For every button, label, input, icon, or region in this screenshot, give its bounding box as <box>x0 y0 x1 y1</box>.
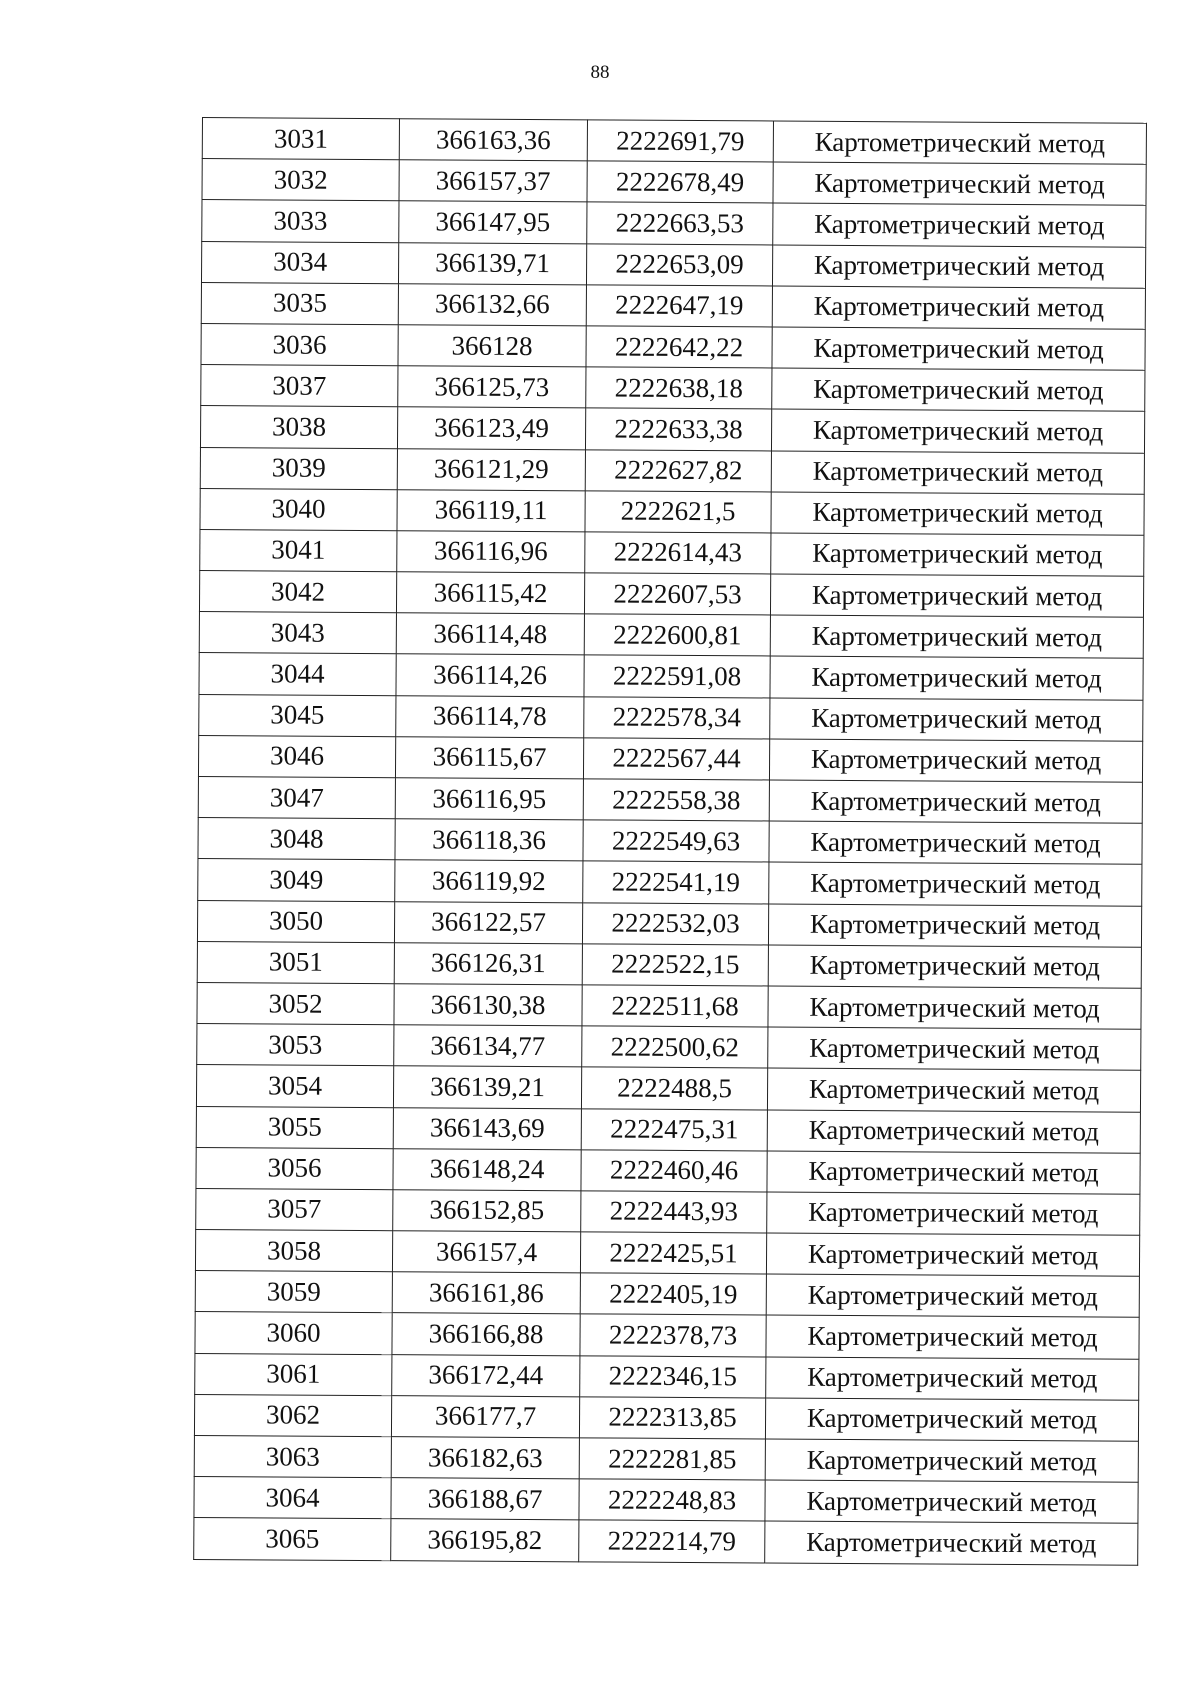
method-cell: Картометрический метод <box>765 1521 1138 1564</box>
point-number-cell: 3044 <box>199 653 396 695</box>
table-row <box>196 1188 1140 1235</box>
x-coordinate-cell: 366143,69 <box>393 1107 581 1149</box>
point-number-cell: 3038 <box>200 406 397 448</box>
y-coordinate-cell: 2222653,09 <box>586 243 772 285</box>
method-cell: Картометрический метод <box>770 615 1143 658</box>
x-coordinate-cell: 366114,48 <box>396 613 584 655</box>
method-cell: Картометрический метод <box>771 533 1144 576</box>
point-number-cell: 3036 <box>201 323 398 365</box>
y-coordinate-cell: 2222678,49 <box>587 161 773 203</box>
table-row <box>197 982 1141 1029</box>
table-row <box>202 159 1146 206</box>
x-coordinate-cell: 366115,42 <box>396 572 584 614</box>
y-coordinate-cell: 2222281,85 <box>579 1438 765 1480</box>
x-coordinate-cell: 366115,67 <box>395 737 583 779</box>
x-coordinate-cell: 366122,57 <box>394 901 582 943</box>
table-row <box>198 818 1142 865</box>
x-coordinate-cell: 366121,29 <box>397 448 585 490</box>
table-row <box>197 1024 1141 1071</box>
point-number-cell: 3043 <box>199 612 396 654</box>
point-number-cell: 3034 <box>201 241 398 283</box>
method-cell: Картометрический метод <box>770 698 1143 741</box>
point-number-cell: 3056 <box>196 1147 393 1189</box>
method-cell: Картометрический метод <box>765 1398 1138 1441</box>
y-coordinate-cell: 2222425,51 <box>580 1232 766 1274</box>
y-coordinate-cell: 2222214,79 <box>579 1520 765 1562</box>
y-coordinate-cell: 2222443,93 <box>581 1191 767 1233</box>
y-coordinate-cell: 2222627,82 <box>585 449 771 491</box>
table-row <box>198 735 1142 782</box>
point-number-cell: 3055 <box>196 1106 393 1148</box>
table-row <box>201 241 1145 288</box>
method-cell: Картометрический метод <box>770 574 1143 617</box>
point-number-cell: 3042 <box>199 571 396 613</box>
x-coordinate-cell: 366139,71 <box>398 242 586 284</box>
point-number-cell: 3052 <box>197 982 394 1024</box>
point-number-cell: 3033 <box>202 200 399 242</box>
point-number-cell: 3031 <box>202 118 399 160</box>
y-coordinate-cell: 2222532,03 <box>582 902 768 944</box>
table-row <box>198 776 1142 823</box>
x-coordinate-cell: 366114,26 <box>396 654 584 696</box>
method-cell: Картометрический метод <box>766 1274 1139 1317</box>
method-cell: Картометрический метод <box>772 286 1145 329</box>
coordinates-table-body <box>194 118 1147 1565</box>
table-row <box>200 529 1144 576</box>
y-coordinate-cell: 2222541,19 <box>583 861 769 903</box>
method-cell: Картометрический метод <box>773 203 1146 246</box>
method-cell: Картометрический метод <box>768 904 1141 947</box>
point-number-cell: 3047 <box>198 776 395 818</box>
table-row <box>195 1353 1139 1400</box>
table-row <box>199 571 1143 618</box>
table-row <box>200 406 1144 453</box>
point-number-cell: 3051 <box>197 941 394 983</box>
method-cell: Картометрический метод <box>765 1480 1138 1523</box>
x-coordinate-cell: 366195,82 <box>391 1519 579 1561</box>
point-number-cell: 3046 <box>198 735 395 777</box>
method-cell: Картометрический метод <box>767 1109 1140 1152</box>
x-coordinate-cell: 366152,85 <box>393 1190 581 1232</box>
point-number-cell: 3065 <box>194 1518 391 1560</box>
x-coordinate-cell: 366157,4 <box>392 1231 580 1273</box>
x-coordinate-cell: 366126,31 <box>394 942 582 984</box>
y-coordinate-cell: 2222567,44 <box>583 738 769 780</box>
x-coordinate-cell: 366130,38 <box>394 984 582 1026</box>
table-row <box>201 282 1145 329</box>
point-number-cell: 3063 <box>194 1435 391 1477</box>
y-coordinate-cell: 2222642,22 <box>586 326 772 368</box>
x-coordinate-cell: 366147,95 <box>399 201 587 243</box>
y-coordinate-cell: 2222638,18 <box>586 367 772 409</box>
point-number-cell: 3064 <box>194 1477 391 1519</box>
method-cell: Картометрический метод <box>767 1192 1140 1235</box>
table-row <box>199 653 1143 700</box>
method-cell: Картометрический метод <box>768 945 1141 988</box>
point-number-cell: 3045 <box>199 694 396 736</box>
point-number-cell: 3039 <box>200 447 397 489</box>
method-cell: Картометрический метод <box>769 821 1142 864</box>
y-coordinate-cell: 2222647,19 <box>586 285 772 327</box>
point-number-cell: 3060 <box>195 1312 392 1354</box>
x-coordinate-cell: 366172,44 <box>392 1354 580 1396</box>
x-coordinate-cell: 366119,92 <box>395 860 583 902</box>
method-cell: Картометрический метод <box>771 409 1144 452</box>
y-coordinate-cell: 2222614,43 <box>585 532 771 574</box>
y-coordinate-cell: 2222691,79 <box>587 120 773 162</box>
point-number-cell: 3058 <box>195 1230 392 1272</box>
page-number: 88 <box>590 62 610 83</box>
coordinates-table <box>193 117 1147 1565</box>
y-coordinate-cell: 2222549,63 <box>583 820 769 862</box>
point-number-cell: 3032 <box>202 159 399 201</box>
method-cell: Картометрический метод <box>773 121 1146 164</box>
y-coordinate-cell: 2222248,83 <box>579 1479 765 1521</box>
x-coordinate-cell: 366188,67 <box>391 1478 579 1520</box>
x-coordinate-cell: 366116,95 <box>395 778 583 820</box>
point-number-cell: 3050 <box>197 900 394 942</box>
method-cell: Картометрический метод <box>772 327 1145 370</box>
x-coordinate-cell: 366163,36 <box>399 119 587 161</box>
x-coordinate-cell: 366123,49 <box>397 407 585 449</box>
method-cell: Картометрический метод <box>769 862 1142 905</box>
point-number-cell: 3061 <box>195 1353 392 1395</box>
table-row <box>201 365 1145 412</box>
table-row <box>202 200 1146 247</box>
method-cell: Картометрический метод <box>772 368 1145 411</box>
table-row <box>196 1147 1140 1194</box>
y-coordinate-cell: 2222346,15 <box>580 1355 766 1397</box>
method-cell: Картометрический метод <box>766 1315 1139 1358</box>
x-coordinate-cell: 366134,77 <box>394 1025 582 1067</box>
table-row <box>195 1312 1139 1359</box>
table-row <box>201 323 1145 370</box>
y-coordinate-cell: 2222633,38 <box>585 408 771 450</box>
method-cell: Картометрический метод <box>766 1357 1139 1400</box>
x-coordinate-cell: 366182,63 <box>391 1437 579 1479</box>
point-number-cell: 3035 <box>201 282 398 324</box>
method-cell: Картометрический метод <box>771 450 1144 493</box>
method-cell: Картометрический метод <box>767 1068 1140 1111</box>
x-coordinate-cell: 366148,24 <box>393 1148 581 1190</box>
point-number-cell: 3040 <box>200 488 397 530</box>
y-coordinate-cell: 2222663,53 <box>587 202 773 244</box>
method-cell: Картометрический метод <box>769 780 1142 823</box>
table-row <box>197 900 1141 947</box>
method-cell: Картометрический метод <box>769 739 1142 782</box>
table-row <box>194 1518 1138 1565</box>
table-row <box>195 1271 1139 1318</box>
point-number-cell: 3059 <box>195 1271 392 1313</box>
table-row <box>194 1394 1138 1441</box>
y-coordinate-cell: 2222378,73 <box>580 1314 766 1356</box>
method-cell: Картометрический метод <box>767 1151 1140 1194</box>
table-row <box>196 1106 1140 1153</box>
y-coordinate-cell: 2222460,46 <box>581 1150 767 1192</box>
method-cell: Картометрический метод <box>768 986 1141 1029</box>
y-coordinate-cell: 2222405,19 <box>580 1273 766 1315</box>
y-coordinate-cell: 2222591,08 <box>584 655 770 697</box>
y-coordinate-cell: 2222578,34 <box>584 696 770 738</box>
x-coordinate-cell: 366132,66 <box>398 283 586 325</box>
x-coordinate-cell: 366161,86 <box>392 1272 580 1314</box>
point-number-cell: 3049 <box>198 859 395 901</box>
x-coordinate-cell: 366128 <box>398 325 586 367</box>
method-cell: Картометрический метод <box>770 656 1143 699</box>
x-coordinate-cell: 366119,11 <box>397 489 585 531</box>
point-number-cell: 3062 <box>194 1394 391 1436</box>
table-row <box>202 118 1146 165</box>
point-number-cell: 3041 <box>200 529 397 571</box>
point-number-cell: 3057 <box>196 1188 393 1230</box>
y-coordinate-cell: 2222607,53 <box>584 573 770 615</box>
method-cell: Картометрический метод <box>773 162 1146 205</box>
y-coordinate-cell: 2222313,85 <box>579 1397 765 1439</box>
method-cell: Картометрический метод <box>771 492 1144 535</box>
table-row <box>200 447 1144 494</box>
x-coordinate-cell: 366116,96 <box>397 531 585 573</box>
y-coordinate-cell: 2222475,31 <box>581 1108 767 1150</box>
y-coordinate-cell: 2222488,5 <box>581 1067 767 1109</box>
method-cell: Картометрический метод <box>768 1027 1141 1070</box>
table-row <box>198 859 1142 906</box>
y-coordinate-cell: 2222522,15 <box>582 944 768 986</box>
x-coordinate-cell: 366118,36 <box>395 819 583 861</box>
y-coordinate-cell: 2222621,5 <box>585 491 771 533</box>
x-coordinate-cell: 366177,7 <box>391 1395 579 1437</box>
y-coordinate-cell: 2222558,38 <box>583 779 769 821</box>
method-cell: Картометрический метод <box>766 1233 1139 1276</box>
table-row <box>197 941 1141 988</box>
point-number-cell: 3048 <box>198 818 395 860</box>
point-number-cell: 3053 <box>197 1024 394 1066</box>
x-coordinate-cell: 366125,73 <box>398 366 586 408</box>
x-coordinate-cell: 366114,78 <box>396 695 584 737</box>
method-cell: Картометрический метод <box>772 245 1145 288</box>
table-row <box>194 1477 1138 1524</box>
table-row <box>196 1065 1140 1112</box>
table-row <box>195 1230 1139 1277</box>
y-coordinate-cell: 2222600,81 <box>584 614 770 656</box>
table-row <box>200 488 1144 535</box>
x-coordinate-cell: 366166,88 <box>392 1313 580 1355</box>
table-row <box>199 612 1143 659</box>
table-row <box>199 694 1143 741</box>
y-coordinate-cell: 2222500,62 <box>582 1026 768 1068</box>
x-coordinate-cell: 366139,21 <box>393 1066 581 1108</box>
table-row <box>194 1435 1138 1482</box>
point-number-cell: 3037 <box>201 365 398 407</box>
method-cell: Картометрический метод <box>765 1439 1138 1482</box>
point-number-cell: 3054 <box>196 1065 393 1107</box>
x-coordinate-cell: 366157,37 <box>399 160 587 202</box>
y-coordinate-cell: 2222511,68 <box>582 985 768 1027</box>
